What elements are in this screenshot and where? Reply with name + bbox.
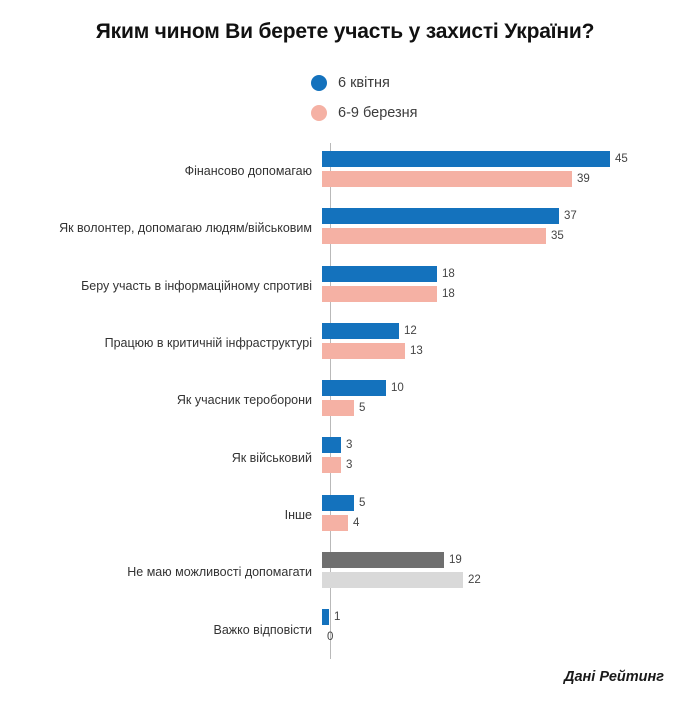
category-label: Беру участь в інформаційному спротиві: [81, 278, 312, 293]
bar-group: [322, 200, 690, 257]
legend-label-series-1: 6 квітня: [338, 75, 390, 91]
category-label: Як військовий: [231, 450, 312, 465]
bar-line-series-2: [322, 343, 690, 359]
bar-series-2[interactable]: [322, 286, 437, 302]
bar-series-1[interactable]: [322, 266, 437, 282]
bar-series-2[interactable]: [322, 343, 405, 359]
bar-line-series-1: [322, 437, 690, 453]
table-row: [0, 601, 690, 658]
bar-series-1[interactable]: [322, 437, 341, 453]
category-label: Інше: [284, 507, 312, 522]
bar-value-series-2: 13: [410, 344, 423, 357]
bar-line-series-2: [322, 457, 690, 473]
table-row: [0, 372, 690, 429]
bar-line-series-2: [322, 286, 690, 302]
bar-group: [322, 429, 690, 486]
legend-swatch-series-1: [311, 75, 327, 91]
bar-series-2[interactable]: [322, 171, 572, 187]
bar-value-series-1: 37: [564, 210, 577, 223]
category-label: Як волонтер, допомагаю людям/військовим: [59, 221, 312, 236]
bar-line-series-2: [322, 515, 690, 531]
bar-series-1[interactable]: [322, 609, 329, 625]
table-row: [0, 487, 690, 544]
legend-item-series-2[interactable]: [0, 98, 690, 128]
bar-group: [322, 315, 690, 372]
category-label: Важко відповісти: [213, 622, 312, 637]
bar-value-series-1: 10: [391, 382, 404, 395]
bar-value-series-1: 19: [449, 554, 462, 567]
bar-line-series-1: [322, 495, 690, 511]
table-row: [0, 429, 690, 486]
table-row: [0, 143, 690, 200]
legend-swatch-series-2: [311, 105, 327, 121]
bar-group: [322, 372, 690, 429]
legend-item-series-1[interactable]: [0, 68, 690, 98]
category-label: Не маю можливості допомагати: [127, 565, 312, 580]
bar-value-series-2: 18: [442, 287, 455, 300]
bar-series-2[interactable]: [322, 457, 341, 473]
chart-title: Яким чином Ви берете участь у захисті України?: [95, 20, 595, 43]
bar-series-2[interactable]: [322, 515, 348, 531]
bar-value-series-2: 22: [468, 574, 481, 587]
bar-value-series-1: 18: [442, 267, 455, 280]
bar-line-series-2: [322, 171, 690, 187]
bar-line-series-1: [322, 323, 690, 339]
table-row: [0, 258, 690, 315]
legend-label-series-2: 6-9 березня: [338, 105, 418, 121]
bar-line-series-2: [322, 228, 690, 244]
category-label: Як учасник тероборони: [176, 393, 312, 408]
bar-group: [322, 544, 690, 601]
table-row: [0, 315, 690, 372]
bar-line-series-2: [322, 400, 690, 416]
chart-legend: [0, 68, 690, 128]
bar-series-1[interactable]: [322, 552, 444, 568]
bar-line-series-2: [322, 572, 690, 588]
bar-line-series-2: [322, 629, 690, 645]
bar-line-series-1: [322, 552, 690, 568]
bar-value-series-2: 4: [353, 516, 360, 529]
bar-series-2[interactable]: [322, 572, 463, 588]
bar-rows: [0, 143, 690, 659]
bar-series-2[interactable]: [322, 400, 354, 416]
bar-group: [322, 487, 690, 544]
bar-line-series-1: [322, 380, 690, 396]
bar-value-series-1: 45: [615, 153, 628, 165]
bar-group: [322, 143, 690, 200]
bar-series-2[interactable]: [322, 228, 546, 244]
bar-value-series-1: 1: [334, 611, 341, 624]
bar-series-1[interactable]: [322, 380, 386, 396]
bar-line-series-1: [322, 208, 690, 224]
bar-value-series-2: 39: [577, 173, 590, 185]
table-row: [0, 544, 690, 601]
bar-value-series-1: 3: [346, 439, 353, 452]
bar-series-1[interactable]: [322, 151, 610, 167]
bar-line-series-1: [322, 151, 690, 167]
bar-series-1[interactable]: [322, 323, 399, 339]
category-label: Фінансово допомагаю: [184, 164, 312, 179]
bar-value-series-2: 3: [346, 459, 353, 472]
category-label: Працюю в критичній інфраструктурі: [104, 336, 312, 351]
bar-value-series-2: 5: [359, 402, 366, 415]
bar-series-1[interactable]: [322, 208, 559, 224]
bar-line-series-1: [322, 609, 690, 625]
bar-value-series-1: 5: [359, 496, 366, 509]
bar-value-series-1: 12: [404, 324, 417, 337]
bar-group: [322, 601, 690, 658]
bar-group: [322, 258, 690, 315]
plot-area: [0, 143, 690, 659]
bar-value-series-2: 0: [327, 631, 334, 644]
table-row: [0, 200, 690, 257]
bar-series-1[interactable]: [322, 495, 354, 511]
bar-value-series-2: 35: [551, 230, 564, 243]
bar-line-series-1: [322, 266, 690, 282]
source-note: Дані Рейтинг: [564, 669, 664, 685]
